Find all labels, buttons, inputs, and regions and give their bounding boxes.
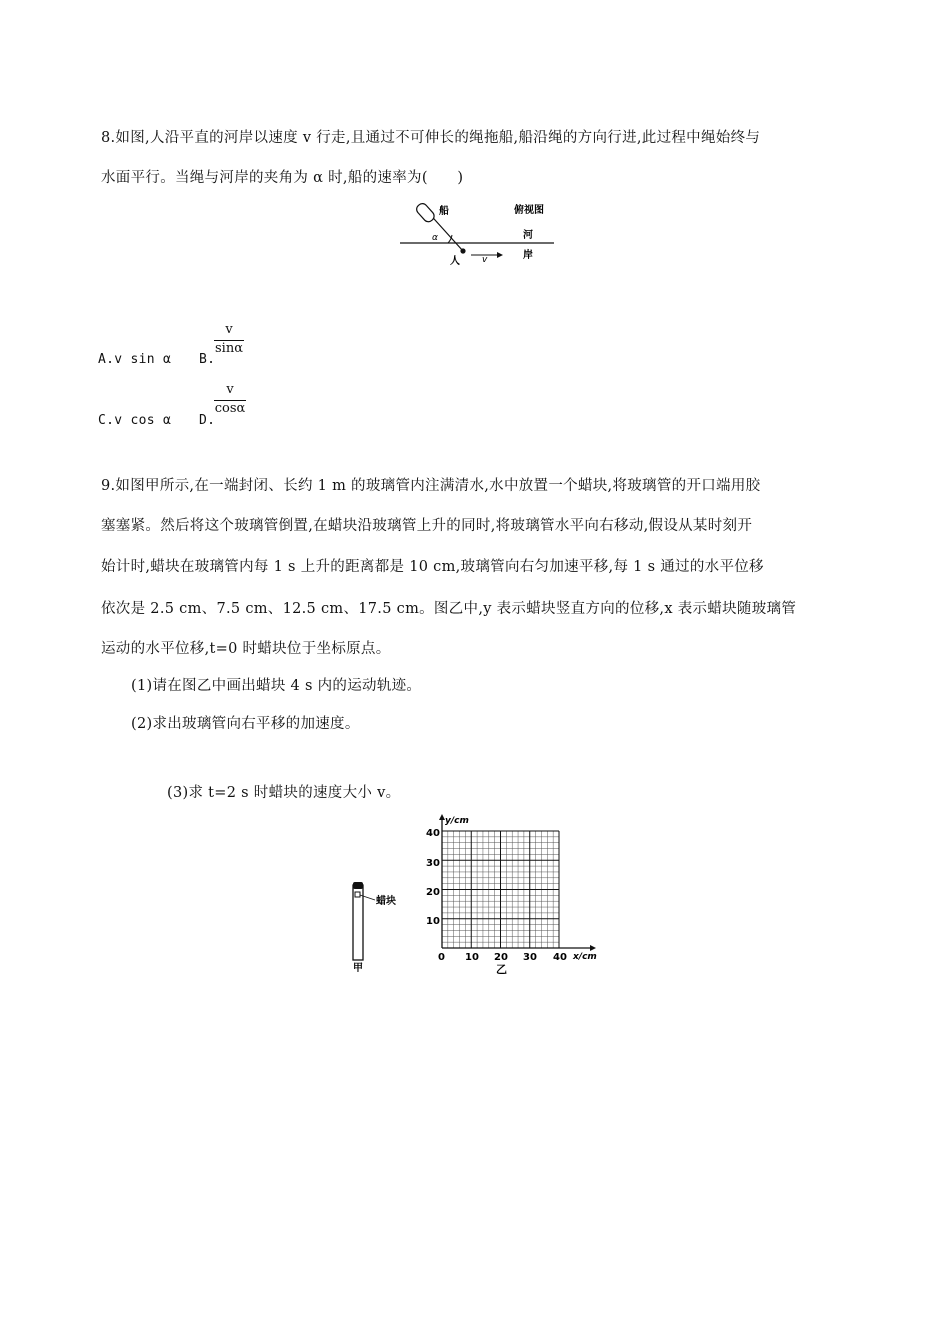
- tube-stopper: [353, 882, 363, 889]
- q8-option-c: C.v cos α: [98, 413, 172, 428]
- y-tick-10: 10: [426, 916, 440, 927]
- figure-yi: [422, 812, 607, 980]
- figure-title: 俯视图: [514, 205, 544, 216]
- q8-option-b-fraction: [214, 322, 244, 359]
- q9-subquestion-1: (1)请在图乙中画出蜡块 4 s 内的运动轨迹。: [131, 678, 422, 694]
- person-label: 人: [450, 256, 460, 267]
- figure-jia: [345, 875, 405, 975]
- wax-block-label: 蜡块: [376, 896, 396, 907]
- fraction-numerator: v: [225, 322, 233, 337]
- q9-subquestion-2: (2)求出玻璃管向右平移的加速度。: [131, 716, 360, 732]
- person-dot: [460, 248, 465, 253]
- q8-line-1: 8.如图,人沿平直的河岸以速度 v 行走,且通过不可伸长的绳拖船,船沿绳的方向行进,此过程中绳始终与: [101, 130, 761, 146]
- y-tick-40: 40: [426, 828, 440, 839]
- q8-option-b-prefix: B.: [199, 352, 216, 367]
- velocity-label: v: [482, 255, 488, 265]
- x-axis-arrowhead: [590, 945, 596, 951]
- x-tick-10: 10: [465, 952, 479, 963]
- figure-jia-caption: 甲: [353, 963, 363, 974]
- x-tick-0: 0: [438, 952, 445, 963]
- x-tick-30: 30: [523, 952, 537, 963]
- y-tick-30: 30: [426, 858, 440, 869]
- wax-block: [355, 892, 360, 897]
- boat-icon: [415, 202, 437, 224]
- velocity-arrowhead: [497, 252, 503, 258]
- x-tick-20: 20: [494, 952, 508, 963]
- boat-label: 船: [439, 206, 449, 217]
- angle-label: α: [432, 233, 438, 243]
- x-tick-40: 40: [553, 952, 567, 963]
- y-tick-20: 20: [426, 887, 440, 898]
- fraction-denominator: cosα: [214, 401, 246, 416]
- q8-figure: [396, 200, 561, 272]
- bank-label: 岸: [523, 250, 533, 261]
- q9-line-4: 依次是 2.5 cm、7.5 cm、12.5 cm、17.5 cm。图乙中,y 表示蜡块竖直方向的位移,x 表示蜡块随玻璃管: [101, 601, 797, 617]
- q8-option-d-fraction: [214, 382, 246, 419]
- q8-option-d-prefix: D.: [199, 413, 216, 428]
- figure-yi-caption: 乙: [496, 963, 507, 976]
- y-axis-label: y/cm: [445, 816, 469, 826]
- q9-line-2: 塞塞紧。然后将这个玻璃管倒置,在蜡块沿玻璃管上升的同时,将玻璃管水平向右移动,假设从某时刻开: [101, 518, 753, 534]
- fraction-numerator: v: [226, 382, 234, 397]
- q8-line-2: 水面平行。当绳与河岸的夹角为 α 时,船的速率为( ): [101, 170, 464, 186]
- q9-line-3: 始计时,蜡块在玻璃管内每 1 s 上升的距离都是 10 cm,玻璃管向右匀加速平移,每 1 s 通过的水平位移: [101, 559, 764, 575]
- river-label: 河: [523, 230, 533, 241]
- x-axis-label: x/cm: [573, 952, 597, 962]
- q8-option-a: A.v sin α: [98, 352, 172, 367]
- fraction-denominator: sinα: [215, 341, 243, 356]
- q9-line-5: 运动的水平位移,t=0 时蜡块位于坐标原点。: [101, 641, 391, 657]
- q9-line-1: 9.如图甲所示,在一端封闭、长约 1 m 的玻璃管内注满清水,水中放置一个蜡块,将玻璃管的开口端用胶: [101, 478, 761, 494]
- q9-subquestion-3: (3)求 t=2 s 时蜡块的速度大小 v。: [167, 785, 401, 801]
